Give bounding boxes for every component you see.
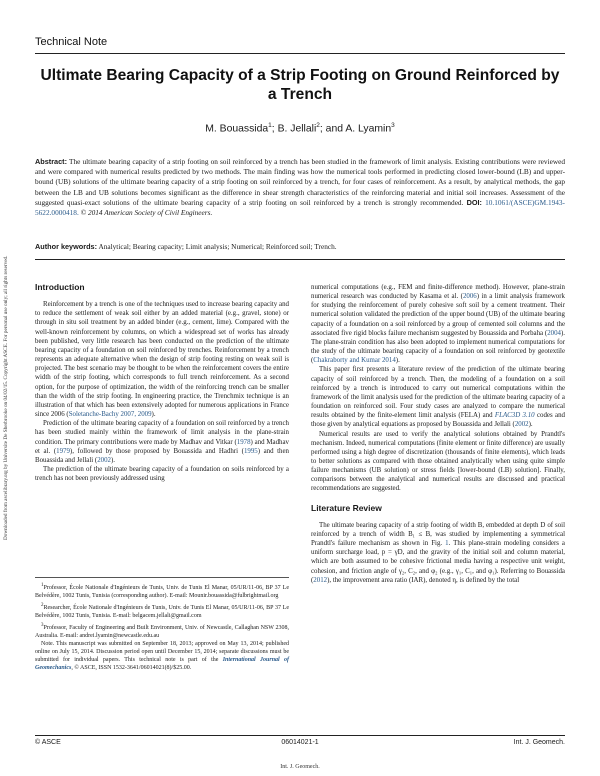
doi-label: DOI: [466,197,482,207]
footnote-2: $^2$Researcher, École Nationale d'Ingénieurs de Tunis, Univ. de Tunis El Manar, 05/UR/11-06, BP 37 Le Belvédère, 1002 Tunis, Tunisia. E-mail: belgacem.jellali@gmail.com [35,602,289,619]
left-column [35,283,289,483]
section-heading-introduction: Introduction [35,282,85,292]
author-2: ; B. Jellali [271,123,317,135]
abstract [35,157,565,218]
right-paragraph-2: This paper first presents a literature review of the prediction of the ultimate bearing capacity of soil reinforced by a trench. Then, the modeling of a foundation on a soil reinforced by a trench is introduced to carry out numerical computations within the framework of the limit analysis used for the prediction of the ultimate bearing capacity of a foundation on reinforced soil. Four study cases are analyzed to compare the numerical results obtained by the finite-element limit analysis (FELA) and FLAC3D 3.10 codes and those given by analytical equations as proposed by Bouassida and Jellali (2002). [311,366,565,429]
citation-link[interactable]: 2012 [313,576,328,584]
footnotes [35,582,289,674]
header-rule [35,53,565,54]
footer-journal: Int. J. Geomech. [513,739,565,746]
paper-title: Ultimate Bearing Capacity of a Strip Footing on Ground Reinforced by a Trench [40,67,560,103]
citation-link[interactable]: 2006 [462,293,477,301]
citation-link[interactable]: Chakraborty and Kumar 2014 [313,357,396,365]
right-column [311,283,565,585]
citation-link[interactable]: 1979 [56,447,70,455]
submission-note: Note. This manuscript was submitted on September 18, 2013; approved on May 13, 2014; published online on July 15, 2014. Discussion period open until December 15, 2014; separate discussions must be submitted for individual papers. This technical note is part of the International Journal of Geomechanics, © ASCE, ISSN 1532-3641/06014021(8)/$25.00. [35,641,289,672]
author-3: ; and A. Lyamin [319,123,392,135]
keywords-label: Author keywords: [35,242,98,251]
keywords-text: Analytical; Bearing capacity; Limit analysis; Numerical; Reinforced soil; Trench. [98,242,337,251]
citation-link[interactable]: Soletanche-Bachy 2007, 2009 [68,411,152,419]
section-heading-literature-review: Literature Review [311,502,382,513]
page-number: 06014021-1 [281,739,319,746]
author-1: M. Bouassida [205,123,269,135]
footnote-1: $^1$Professor, École Nationale d'Ingénieurs de Tunis, Univ. de Tunis El Manar, 05/UR/11-06, BP 37 Le Belvédère, 1002 Tunis, Tunisia (corresponding author). E-mail: Mounir.bouassida@fulbrightmail.org [35,583,289,599]
figure-link[interactable]: 1 [445,540,449,548]
software-link[interactable]: FLAC3D 3.10 [494,412,535,420]
keywords [35,242,565,252]
copyright: © 2014 American Society of Civil Engineers. [80,208,213,218]
journal-link[interactable]: International Journal of Geomechanics [35,657,289,672]
right-paragraph-1: numerical computations (e.g., FEM and finite-difference method). However, plane-strain numerical research was conducted by Kasama et al. (2006) in a limit analysis framework for studying the reinforcement of purely cohesive soft soil by a cement treatment. Their numerical solution validated the prediction of the upper bound (UB) of the ultimate bearing capacity of a foundation on a soil reinforced by a group of cemented soil columns and the associated five rigid blocks failure mechanism suggested by Bouassida and Porbaha (2004). The plane-strain condition has also been adopted to implement numerical computations for the study of the ultimate bearing capacity of a foundation on soil reinforced by geotextile (Chakraborty and Kumar 2014). [311,284,565,365]
citation-link[interactable]: 1995 [243,447,258,455]
abstract-label: Abstract: [35,157,68,166]
footer-rule [35,735,565,736]
right-paragraph-3: Numerical results are used to verify the analytical solutions obtained by Prandtl's mechanism. Indeed, numerical computations (finite element or finite difference) are usually performed using a high degree of discretization (thousands of finite elements), which leads to better solutions as compared with those obtained analytically when using quite simple failure mechanisms (UB solution) or stress fields [lower-bound (LB) solution]. Finally, comparisons between the analytical and numerical results are discussed and practical recommendations are suggested. [311,430,565,493]
keywords-rule [35,259,565,260]
intro-paragraph-2: Prediction of the ultimate bearing capacity of a foundation on soil reinforced by a trench has been studied mainly within the framework of limit analysis in the plane-strain condition. The primary contributions were made by Madhav and Vitkar (1978) and Madhav et al. (1979), followed by those proposed by Bouassida and Hadhri (1995) and then Bouassida and Jellali (2002). [35,420,289,464]
footnote-rule [35,577,289,578]
literature-paragraph-1: The ultimate bearing capacity of a strip footing of width B, embedded at depth D of soil reinforced by a trench of width B₁ ≤ B, was studied by implementing a symmetrical Prandtl's failure mechanism as shown in Fig. 1. This plane-strain modeling considers a uniform surcharge load, p = γD, and the gravity of the initial soil and column material, which are both assumed to be cohesive frictional media having a respective unit weight, cohesion, and friction angle of γ₂, C₂, and φ₂ (e.g., γ₁, C₁, and φ₁). Referring to Bouassida (2012), the improvement area ratio (IAR), denoted η, is defined by the total [311,521,565,584]
download-watermark: Downloaded from ascelibrary.org by Universite De Sherbrooke on 04/02/15. Copyright ASCE. For personal use only; all rights reserved. [3,255,9,540]
abstract-text: The ultimate bearing capacity of a strip footing on soil reinforced by a trench has been studied in the framework of limit analysis. Existing contributions were reviewed and were compared with numerical results predicted by two methods. The main finding was how the numerical tools performed in predicting closed lower-bound (LB) and upper-bound (UB) solutions of the ultimate bearing capacity of a strip footing on soil reinforced by a trench, for four cases of reinforcement. As a result, by analytical methods, the gap between the LB and UB solutions becomes significant as the difference in shear strength characteristics of the reinforcing material and initial soil increases. Assessment of the suggested quasi-exact solutions of the ultimate bearing capacity of a strip footing on soil reinforced by a trench is strongly recommended. [35,157,565,207]
intro-paragraph-3: The prediction of the ultimate bearing capacity of a foundation on soils reinforced by a trench has not been previously addressed using [35,465,289,483]
author-list: M. Bouassida$^1$; B. Jellali$^2$; and A. Lyamin$^3$ [205,122,395,135]
bottom-journal-tag: Int. J. Geomech. [280,764,320,770]
intro-paragraph-1: Reinforcement by a trench is one of the techniques used to increase bearing capacity and to reduce the settlement of weak soil either by an added material (e.g., gravel, stone) or through in situ soil treatment by an added binder (e.g., cement, lime). Compared with the well-known reinforcement by columns, on which a widespread set of works has already been published, very little research has been conducted on the prediction of the ultimate bearing capacity of a foundation on soil reinforced by trenches. Reinforcement by a trench represents an adequate alternative when the design of strip footing resting on weak soil is projected. The best scenario may be thought to be when the reinforcement covers the entire width of the strip footing, which corresponds to full trench reinforcement. As a second option, for the purpose of optimization, the width of the reinforcing trench can be smaller than the width of the strip footing. In engineering practice, the Trenchmix technique is an illustration of that which has been extensively adopted for numerous applications in France since 2006 (Soletanche-Bachy 2007, 2009). [35,301,289,419]
citation-link[interactable]: 2002 [97,456,111,464]
article-type: Technical Note [35,36,108,48]
doi-link[interactable]: 10.1061/(ASCE)GM.1943-5622.0000418. [35,197,565,218]
footnote-3: $^3$Professor, Faculty of Engineering and Built Environment, Univ. of Newcastle, Callaghan NSW 2308, Australia. E-mail: andrei.lyamin@newcastle.edu.au [35,622,289,639]
footer-copyright: © ASCE [35,739,61,746]
citation-link[interactable]: 1978 [236,438,251,446]
citation-link[interactable]: 2002 [514,421,529,429]
citation-link[interactable]: 2004 [547,329,561,337]
